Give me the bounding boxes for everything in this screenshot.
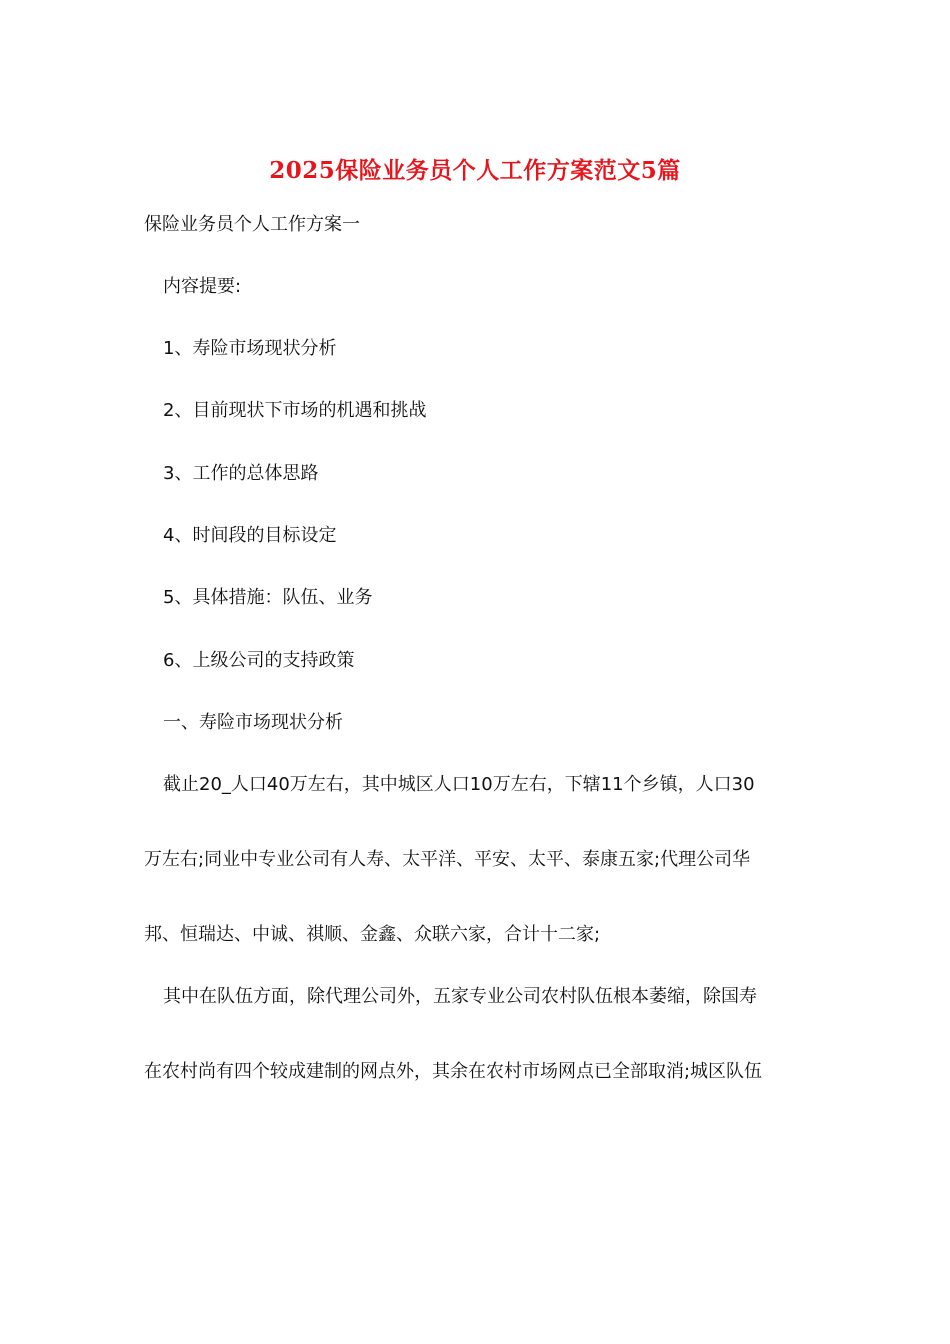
paragraph-line: 邦、恒瑞达、中诚、祺顺、金鑫、众联六家，合计十二家; (144, 924, 601, 945)
paragraph-line: 在农村尚有四个较成建制的网点外，其余在农村市场网点已全部取消;城区队伍 (144, 1061, 763, 1082)
outline-item: 4、时间段的目标设定 (163, 525, 337, 546)
outline-item: 2、目前现状下市场的机遇和挑战 (163, 400, 427, 421)
outline-item: 3、工作的总体思路 (163, 463, 319, 484)
section-heading: 保险业务员个人工作方案一 (144, 214, 360, 235)
outline-item: 6、上级公司的支持政策 (163, 650, 355, 671)
paragraph-line: 其中在队伍方面，除代理公司外，五家专业公司农村队伍根本萎缩，除国寿 (163, 986, 757, 1007)
document-title: 2025保险业务员个人工作方案范文5篇 (269, 157, 681, 184)
outline-item: 5、具体措施：队伍、业务 (163, 587, 373, 608)
part-heading: 一、寿险市场现状分析 (163, 712, 343, 733)
outline-item: 1、寿险市场现状分析 (163, 338, 337, 359)
paragraph-line: 万左右;同业中专业公司有人寿、太平洋、平安、太平、泰康五家;代理公司华 (144, 849, 751, 870)
paragraph-line: 截止20_人口40万左右，其中城区人口10万左右，下辖11个乡镇，人口30 (163, 774, 755, 795)
summary-label: 内容提要: (163, 276, 242, 297)
